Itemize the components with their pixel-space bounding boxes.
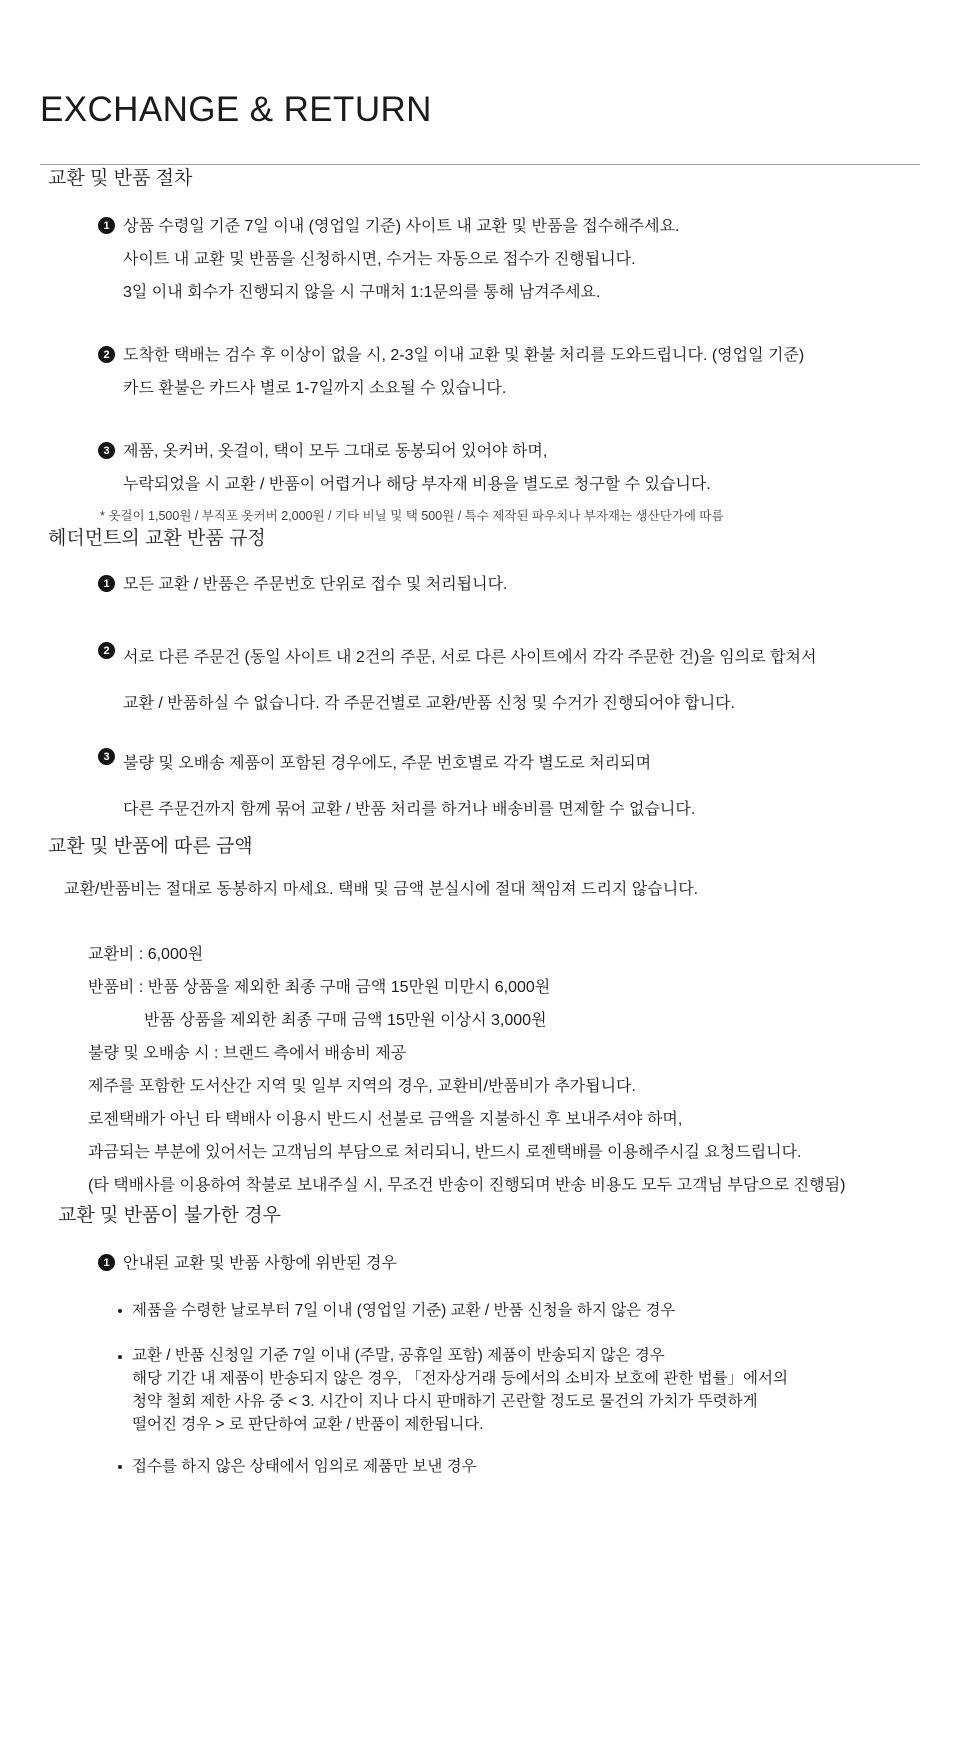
text-line: 안내된 교환 및 반품 사항에 위반된 경우	[123, 1255, 397, 1272]
bullet-dot-icon	[118, 1465, 122, 1469]
numbered-item	[98, 339, 920, 405]
section-fees-heading: 교환 및 반품에 따른 금액	[48, 836, 253, 857]
circled-number-badge: 1	[98, 217, 115, 234]
item-lines	[123, 435, 711, 501]
text-line: 모든 교환 / 반품은 주문번호 단위로 접수 및 처리됩니다.	[123, 576, 508, 593]
text-line: 교환 / 반품 신청일 기준 7일 이내 (주말, 공휴일 포함) 제품이 반송되지 않은 경우	[132, 1347, 665, 1364]
text-line: 해당 기간 내 제품이 반송되지 않은 경우, 「전자상거래 등에서의 소비자 보호에 관한 법률」에서의	[132, 1370, 788, 1387]
text-line: 반품 상품을 제외한 최종 구매 금액 15만원 이상시 3,000원	[144, 1012, 547, 1029]
text-line: 교환비 : 6,000원	[88, 946, 204, 963]
item-lines	[132, 1454, 477, 1480]
fees-detail-block	[88, 938, 920, 1202]
numbered-item	[98, 741, 920, 833]
page-title: EXCHANGE & RETURN	[40, 90, 432, 129]
section-procedure	[40, 165, 920, 525]
bullet-item	[118, 1454, 920, 1480]
numbered-item	[98, 1247, 920, 1280]
circled-number-badge: 3	[98, 748, 115, 765]
text-line: (타 택배사를 이용하여 착불로 보내주실 시, 무조건 반송이 진행되며 반송 비용도 모두 고객님 부담으로 진행됨)	[88, 1177, 846, 1194]
text-line: 교환 / 반품하실 수 없습니다. 각 주문건별로 교환/반품 신청 및 수거가 진행되어야 합니다.	[123, 695, 736, 712]
item-lines	[123, 339, 804, 405]
section-procedure-heading: 교환 및 반품 절차	[48, 168, 193, 189]
text-line: 다른 주문건까지 함께 묶어 교환 / 반품 처리를 하거나 배송비를 면제할 수 없습니다.	[123, 801, 696, 818]
item-lines	[132, 1344, 788, 1436]
bullet-dot-icon	[118, 1355, 122, 1359]
numbered-item	[98, 635, 920, 727]
circled-number-badge: 2	[98, 346, 115, 363]
numbered-item	[98, 435, 920, 501]
text-line: 누락되었을 시 교환 / 반품이 어렵거나 해당 부자재 비용을 별도로 청구할 수 있습니다.	[123, 476, 711, 493]
item-lines	[123, 568, 508, 601]
section-restrictions-heading: 교환 및 반품이 불가한 경우	[58, 1205, 282, 1226]
text-line: 3일 이내 회수가 진행되지 않을 시 구매처 1:1문의를 통해 남겨주세요.	[123, 284, 601, 301]
text-line: 도착한 택배는 검수 후 이상이 없을 시, 2-3일 이내 교환 및 환불 처리를 도와드립니다. (영업일 기준)	[123, 347, 805, 364]
section-fees	[40, 833, 920, 1202]
item-lines	[132, 1298, 675, 1324]
text-line: 과금되는 부분에 있어서는 고객님의 부담으로 처리되니, 반드시 로젠택배를 이용해주시길 요청드립니다.	[88, 1144, 802, 1161]
text-line: 청약 철회 제한 사유 중 < 3. 시간이 지나 다시 판매하기 곤란할 정도로 물건의 가치가 뚜렷하게	[132, 1393, 758, 1410]
circled-number-badge: 3	[98, 442, 115, 459]
text-line: 서로 다른 주문건 (동일 사이트 내 2건의 주문, 서로 다른 사이트에서 각각 주문한 건)을 임의로 합쳐서	[123, 649, 817, 666]
text-line: 상품 수령일 기준 7일 이내 (영업일 기준) 사이트 내 교환 및 반품을 접수해주세요.	[123, 218, 680, 235]
numbered-item	[98, 568, 920, 601]
section-policy	[40, 525, 920, 833]
item-lines	[123, 741, 695, 833]
text-line: 로젠택배가 아닌 타 택배사 이용시 반드시 선불로 금액을 지불하신 후 보내주셔야 하며,	[88, 1111, 683, 1128]
text-line: 제품, 옷커버, 옷걸이, 택이 모두 그대로 동봉되어 있어야 하며,	[123, 443, 548, 460]
text-line: 제품을 수령한 날로부터 7일 이내 (영업일 기준) 교환 / 반품 신청을 하지 않은 경우	[132, 1302, 676, 1319]
text-line: 접수를 하지 않은 상태에서 임의로 제품만 보낸 경우	[132, 1458, 477, 1475]
bullet-dot-icon	[118, 1309, 122, 1313]
section-restrictions	[40, 1202, 920, 1480]
item-lines	[123, 1247, 397, 1280]
item-lines	[123, 635, 816, 727]
text-line: 불량 및 오배송 시 : 브랜드 측에서 배송비 제공	[88, 1045, 407, 1062]
numbered-item	[98, 210, 920, 309]
text-line: 제주를 포함한 도서산간 지역 및 일부 지역의 경우, 교환비/반품비가 추가됩니다.	[88, 1078, 636, 1095]
section-policy-heading: 헤더먼트의 교환 반품 규정	[48, 528, 266, 549]
circled-number-badge: 2	[98, 642, 115, 659]
text-line: 반품비 : 반품 상품을 제외한 최종 구매 금액 15만원 미만시 6,000원	[88, 979, 551, 996]
footnote: * 옷걸이 1,500원 / 부직포 옷커버 2,000원 / 기타 비닐 및 택 500원 / 특수 제작된 파우치나 부자재는 생산단가에 따름	[100, 509, 724, 523]
text-line: 불량 및 오배송 제품이 포함된 경우에도, 주문 번호별로 각각 별도로 처리되며	[123, 755, 652, 772]
bullet-item	[118, 1298, 920, 1324]
text-line: 떨어진 경우 > 로 판단하여 교환 / 반품이 제한됩니다.	[132, 1416, 484, 1433]
item-lines	[123, 210, 679, 309]
circled-number-badge: 1	[98, 1254, 115, 1271]
bullet-item	[118, 1344, 920, 1436]
fees-warning-text: 교환/반품비는 절대로 동봉하지 마세요. 택배 및 금액 분실시에 절대 책임져 드리지 않습니다.	[64, 881, 699, 898]
circled-number-badge: 1	[98, 575, 115, 592]
text-line: 카드 환불은 카드사 별로 1-7일까지 소요될 수 있습니다.	[123, 380, 507, 397]
text-line: 사이트 내 교환 및 반품을 신청하시면, 수거는 자동으로 접수가 진행됩니다.	[123, 251, 636, 268]
